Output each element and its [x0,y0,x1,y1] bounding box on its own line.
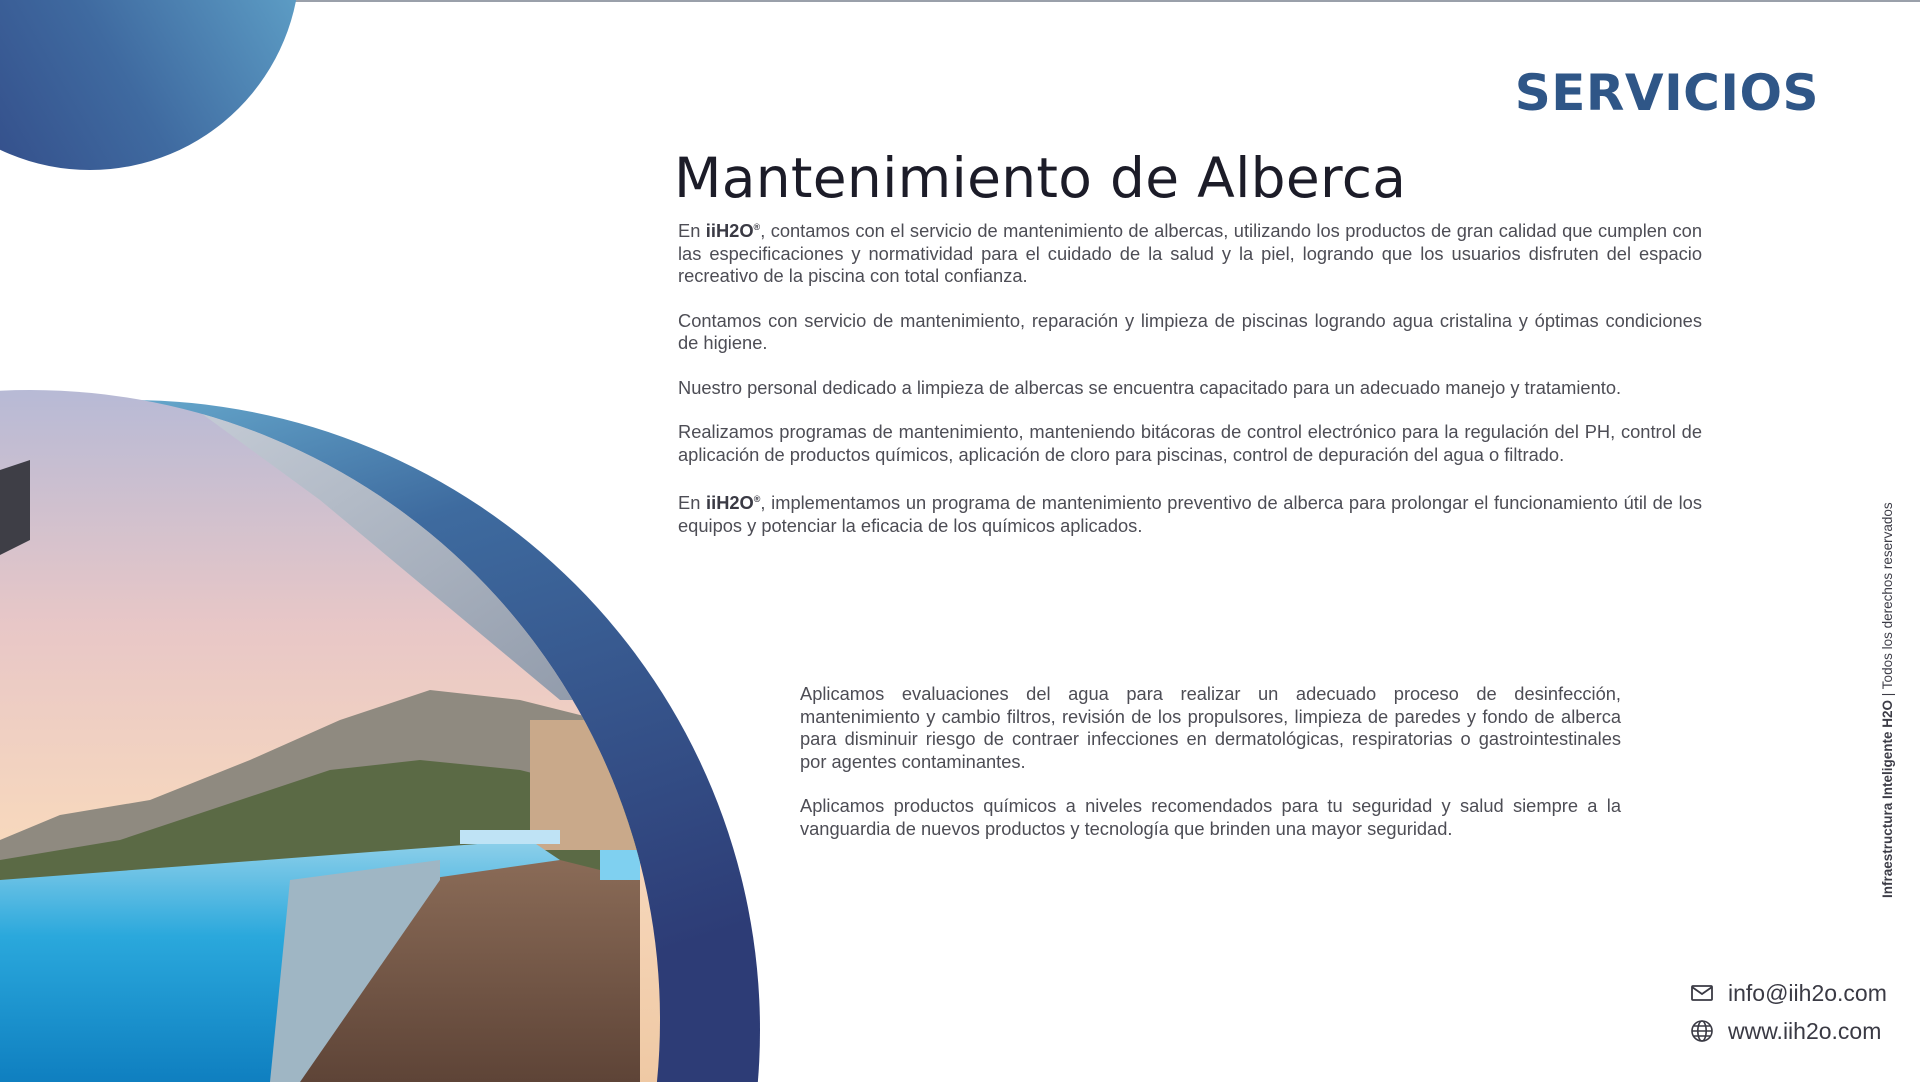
website-row [1690,1012,1887,1050]
paragraph-evaluations: Aplicamos evaluaciones del agua para realizar un adecuado proceso de desinfección, mantenimiento y cambio filtros, revisión de los propulsores, limpieza de paredes y fondo de alberca para disminuir riesgo de contraer infecciones en dermatológicas, respiratorias o gastrointestinales por agentes contaminantes. [800,683,1621,772]
contact-info [1690,974,1887,1050]
company-name: Infraestructura Inteligente H2O [1880,699,1895,898]
rights-notice: Todos los derechos reservados [1880,502,1895,690]
email-row [1690,974,1887,1012]
website-link[interactable]: www.iih2o.com [1728,1017,1882,1044]
page-title: Mantenimiento de Alberca [674,146,1407,210]
vertical-credit: Infraestructura Inteligente H2O | Todos los derechos reservados [1880,502,1895,898]
pool-photo-frame [0,0,760,1082]
email-link[interactable]: info@iih2o.com [1728,979,1887,1006]
paragraph-intro: En iiH2O®, contamos con el servicio de mantenimiento de albercas, utilizando los productos de gran calidad que cumplen con las especificaciones y normatividad para el cuidado de la salud y la piel, logrando que los usuarios disfruten del espacio recreativo de la piscina con total confianza. [678,220,1702,287]
brand-name: iiH2O® [706,492,761,514]
secondary-text-block [800,683,1621,862]
globe-icon [1690,1019,1714,1043]
mail-icon [1690,981,1714,1005]
paragraph-services: Contamos con servicio de mantenimiento, reparación y limpieza de piscinas logrando agua cristalina y óptimas condiciones de higiene. [678,309,1702,354]
brand-name: iiH2O® [705,220,761,242]
paragraph-programs: Realizamos programas de mantenimiento, manteniendo bitácoras de control electrónico para la regulación del PH, control de aplicación de productos químicos, aplicación de cloro para piscinas, control de depuración del agua o filtrado. [678,421,1702,465]
main-text-block [678,216,1702,559]
paragraph-staff: Nuestro personal dedicado a limpieza de albercas se encuentra capacitado para un adecuado manejo y tratamiento. [678,376,1622,398]
paragraph-chemicals: Aplicamos productos químicos a niveles recomendados para tu seguridad y salud siempre a la vanguardia de nuevos productos y tecnología que brinden una mayor seguridad. [800,795,1621,839]
paragraph-preventive: En iiH2O®, implementamos un programa de mantenimiento preventivo de alberca para prolongar el funcionamiento útil de los equipos y potenciar la eficacia de los químicos aplicados. [678,492,1702,536]
section-title: SERVICIOS [1514,64,1819,122]
